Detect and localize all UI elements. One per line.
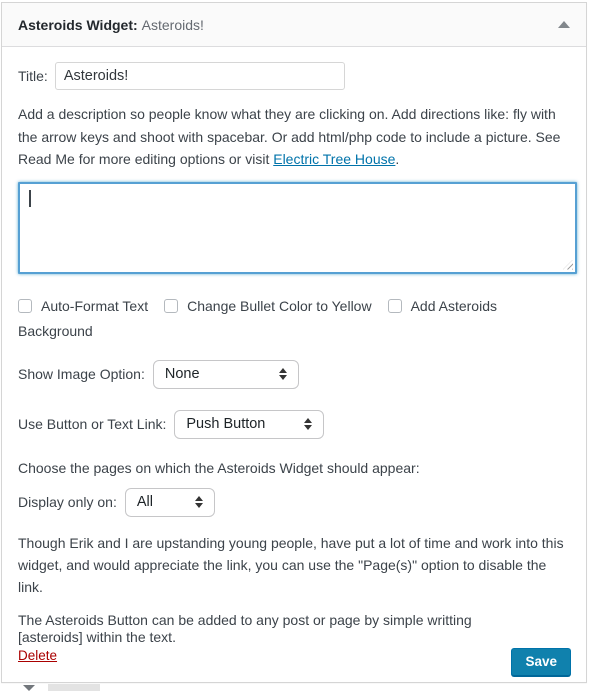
title-field-row [18, 62, 570, 90]
bullet-color-checkbox[interactable] [164, 299, 178, 313]
expand-arrow-icon[interactable] [23, 685, 35, 691]
asteroids-widget-panel [1, 2, 587, 683]
widget-settings-form [2, 62, 586, 676]
show-image-selected-value: None [164, 366, 200, 382]
select-arrows-icon [279, 368, 287, 381]
display-only-row [18, 488, 570, 517]
title-label: Title: [18, 68, 48, 84]
widget-footer [18, 648, 570, 676]
description-help-text [18, 103, 574, 171]
display-only-select[interactable] [125, 488, 215, 517]
pages-heading: Choose the pages on which the Asteroids Widget should appear: [18, 459, 420, 476]
description-textarea[interactable] [18, 182, 577, 274]
display-only-selected-value: All [136, 494, 153, 510]
bullet-color-label: Change Bullet Color to Yellow [187, 297, 372, 314]
help-text-after-link: . [395, 151, 400, 167]
display-only-label: Display only on: [18, 494, 117, 510]
delete-link[interactable]: Delete [18, 647, 58, 663]
button-or-link-select[interactable] [174, 410, 324, 439]
electric-tree-house-link[interactable]: Electric Tree House [273, 151, 396, 167]
asteroids-background-label: Add Asteroids Background [18, 297, 497, 339]
button-or-link-row [18, 410, 570, 439]
next-widget-partial [0, 684, 600, 691]
widget-current-title: Asteroids! [141, 16, 204, 33]
widget-title [18, 17, 204, 33]
widget-name-label: Asteroids Widget: [18, 16, 138, 33]
auto-format-checkbox[interactable] [18, 299, 32, 313]
button-or-link-selected-value: Push Button [186, 416, 266, 432]
auto-format-label: Auto-Format Text [41, 297, 149, 314]
checkbox-bullet-color[interactable] [164, 298, 371, 314]
asteroids-background-checkbox[interactable] [388, 299, 402, 313]
show-image-label: Show Image Option: [18, 366, 145, 382]
collapse-arrow-icon[interactable] [558, 21, 570, 28]
checkbox-auto-format[interactable] [18, 298, 148, 314]
select-arrows-icon [304, 418, 312, 431]
credit-link-note: Though Erik and I are upstanding young people, have put a lot of time and work into this widget, and would appreciate the link, you can use the "Page(s)" option to disable the link. [18, 534, 564, 595]
show-image-select[interactable] [153, 360, 299, 389]
title-input[interactable] [55, 62, 345, 90]
select-arrows-icon [195, 496, 203, 509]
show-image-row [18, 360, 570, 389]
partial-gray-box [48, 684, 100, 691]
description-textarea-wrap [18, 182, 577, 274]
button-or-link-label: Use Button or Text Link: [18, 416, 167, 432]
help-text-before-link: Add a description so people know what they are clicking on. Add directions like: fly with the arrow keys and shoot with spacebar. Or add html/php code to include a picture. See Read Me for more editing options or visit [18, 106, 561, 167]
save-button[interactable]: Save [511, 648, 571, 676]
shortcode-note: The Asteroids Button can be added to any post or page by simple writting [asteroids] within the text. [18, 611, 472, 645]
text-cursor [29, 190, 31, 207]
widget-header[interactable] [2, 3, 586, 47]
checkbox-options-group [18, 294, 574, 344]
